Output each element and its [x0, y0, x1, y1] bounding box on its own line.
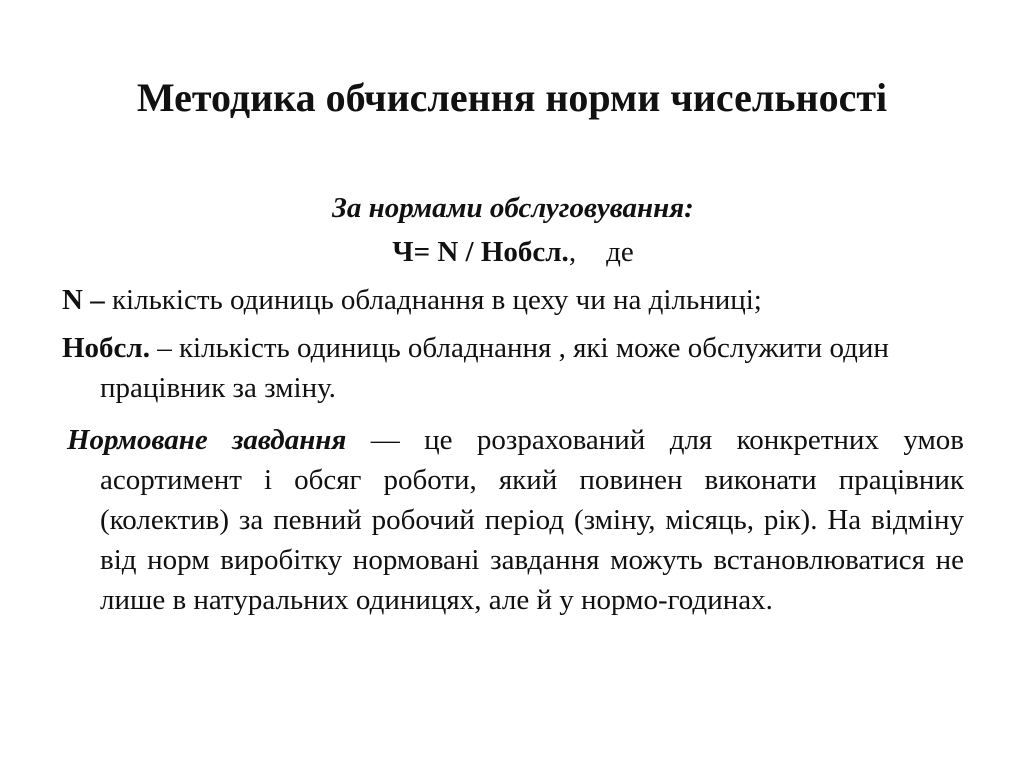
slide-body	[62, 188, 964, 620]
formula-line	[62, 232, 964, 272]
formula-comma: ,	[568, 236, 577, 268]
definition-nobsl-term: Нобсл.	[62, 332, 150, 364]
definition-n	[62, 280, 964, 320]
normed-task-paragraph	[62, 420, 964, 620]
definition-n-term: N –	[62, 284, 105, 316]
method-subtitle: За нормами обслуговування:	[332, 192, 694, 224]
slide-title: Методика обчислення норми чисельності	[136, 75, 888, 120]
normed-task-text: — це розрахований для конкретних умов асортимент і обсяг роботи, який повинен виконати працівник (колектив) за певний робочий період (зміну, місяць, рік). На відміну від норм виробітку нормовані завдання можуть встановлюватися не лише в натуральних одиницях, але й у нормо-годинах.	[100, 424, 964, 616]
formula-suffix: де	[606, 236, 634, 268]
definition-nobsl-text: – кількість одиниць обладнання , які може обслужити один працівник за зміну.	[100, 332, 889, 404]
definition-nobsl	[62, 328, 964, 408]
definition-n-text: кількість одиниць обладнання в цеху чи на дільниці;	[104, 284, 762, 316]
normed-task-term: Нормоване завдання	[67, 424, 347, 456]
formula-expression: Ч= N / Нобсл.	[392, 236, 569, 268]
